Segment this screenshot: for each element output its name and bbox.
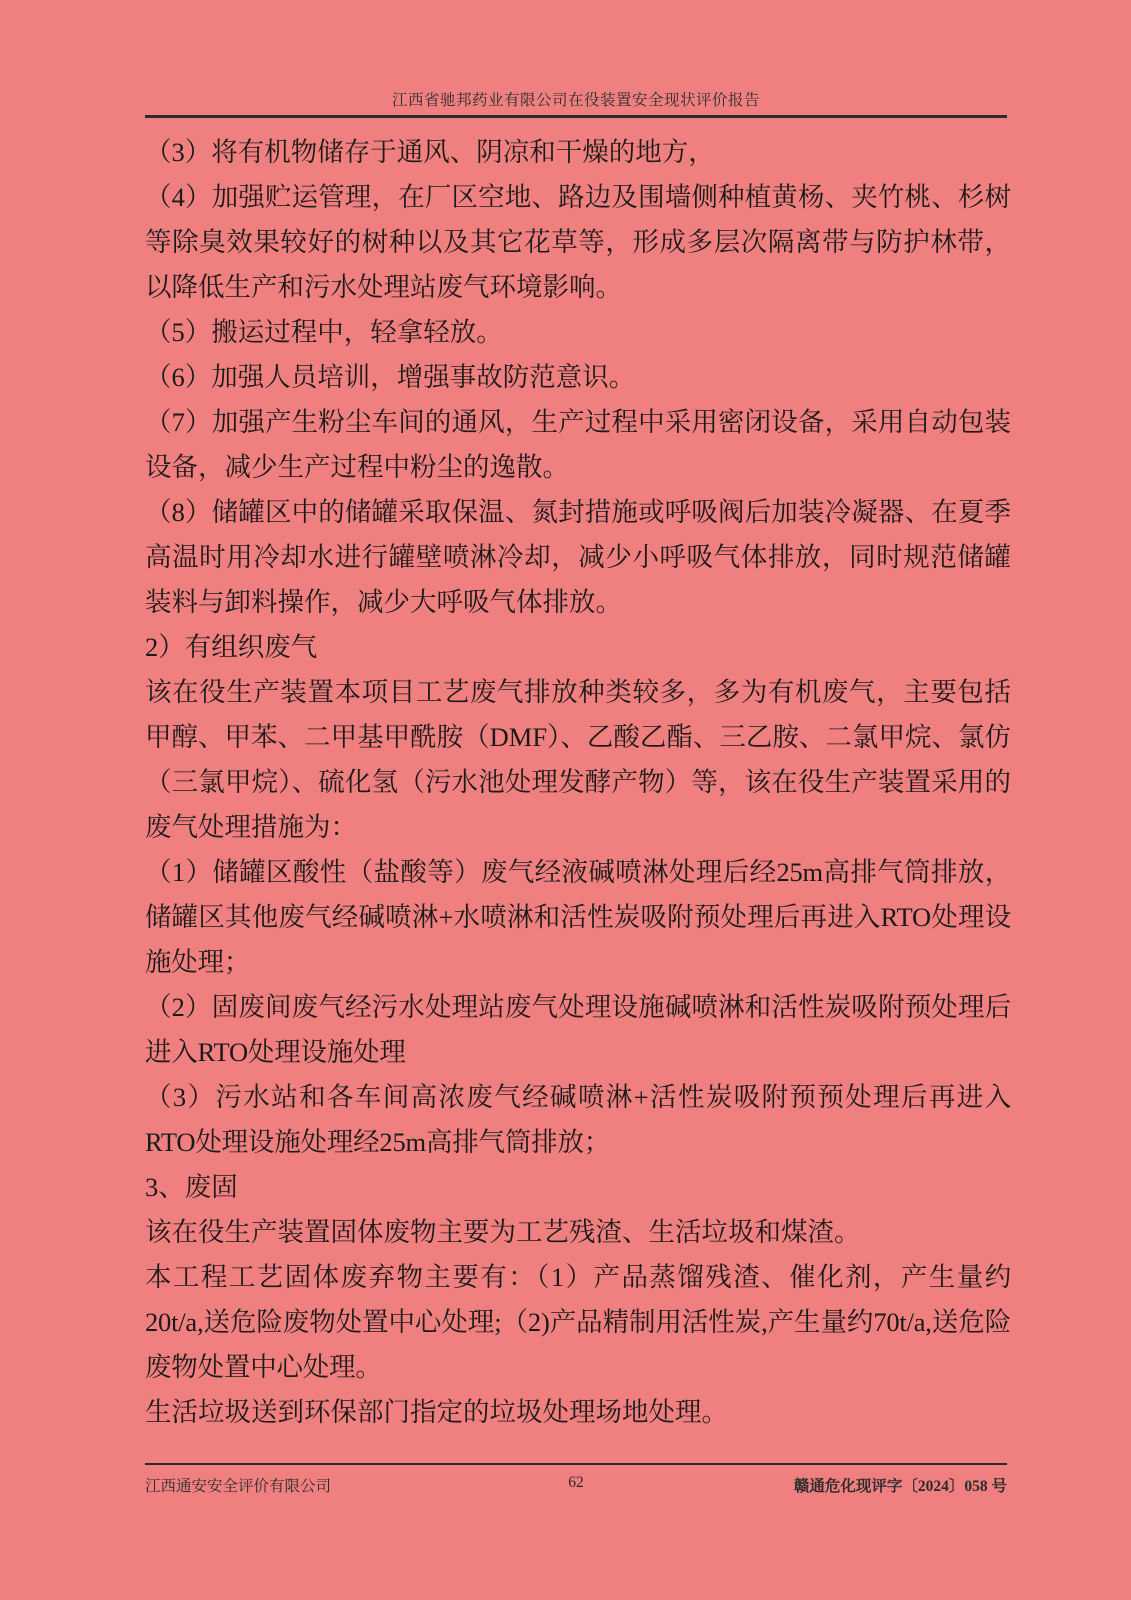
page-header: 江西省驰邦药业有限公司在役装置安全现状评价报告 [391, 92, 760, 109]
paragraph: 该在役生产装置本项目工艺废气排放种类较多，多为有机废气，主要包括甲醇、甲苯、二甲基甲酰胺（DMF）、乙酸乙酯、三乙胺、二氯甲烷、氯仿（三氯甲烷）、硫化氢（污水池处理发酵产物）等，该在役生产装置采用的废气处理措施为： [145, 677, 1011, 842]
paragraph-heading: 3、废固 [145, 1172, 238, 1202]
paragraph: （8）储罐区中的储罐采取保温、氮封措施或呼吸阀后加装冷凝器、在夏季高温时用冷却水进行罐壁喷淋冷却，减少小呼吸气体排放，同时规范储罐装料与卸料操作，减少大呼吸气体排放。 [145, 497, 1011, 617]
paragraph: （4）加强贮运管理，在厂区空地、路边及围墙侧种植黄杨、夹竹桃、杉树等除臭效果较好的树种以及其它花草等，形成多层次隔离带与防护林带，以降低生产和污水处理站废气环境影响。 [145, 182, 1011, 302]
paragraph: （7）加强产生粉尘车间的通风，生产过程中采用密闭设备，采用自动包装设备，减少生产过程中粉尘的逸散。 [145, 407, 1011, 482]
document-body [145, 130, 1011, 1435]
paragraph: （1）储罐区酸性（盐酸等）废气经液碱喷淋处理后经25m高排气筒排放，储罐区其他废气经碱喷淋+水喷淋和活性炭吸附预处理后再进入RTO处理设施处理； [145, 857, 1011, 977]
paragraph: （3）污水站和各车间高浓废气经碱喷淋+活性炭吸附预预处理后再进入RTO处理设施处理经25m高排气筒排放； [145, 1082, 1011, 1157]
paragraph: 生活垃圾送到环保部门指定的垃圾处理场地处理。 [145, 1397, 728, 1427]
paragraph: （2）固废间废气经污水处理站废气处理设施碱喷淋和活性炭吸附预处理后进入RTO处理设施处理 [145, 992, 1011, 1067]
paragraph: （6）加强人员培训，增强事故防范意识。 [145, 362, 636, 392]
footer-document-code: 赣通危化现评字〔2024〕058 号 [793, 1478, 1007, 1495]
paragraph: 本工程工艺固体废弃物主要有：（1）产品蒸馏残渣、催化剂，产生量约20t/a,送危险废物处置中心处理;（2)产品精制用活性炭,产生量约70t/a,送危险废物处置中心处理。 [145, 1262, 1011, 1382]
footer-divider [145, 1463, 1007, 1465]
paragraph-heading: 2）有组织废气 [145, 632, 318, 662]
page-footer [145, 1474, 1007, 1504]
paragraph: （5）搬运过程中，轻拿轻放。 [145, 317, 503, 347]
paragraph: 该在役生产装置固体废物主要为工艺残渣、生活垃圾和煤渣。 [145, 1217, 861, 1247]
page-number: 62 [568, 1474, 584, 1491]
footer-company: 江西通安安全评价有限公司 [145, 1478, 332, 1495]
paragraph: （3）将有机物储存于通风、阴凉和干燥的地方， [145, 137, 715, 167]
header-divider [145, 115, 1007, 118]
